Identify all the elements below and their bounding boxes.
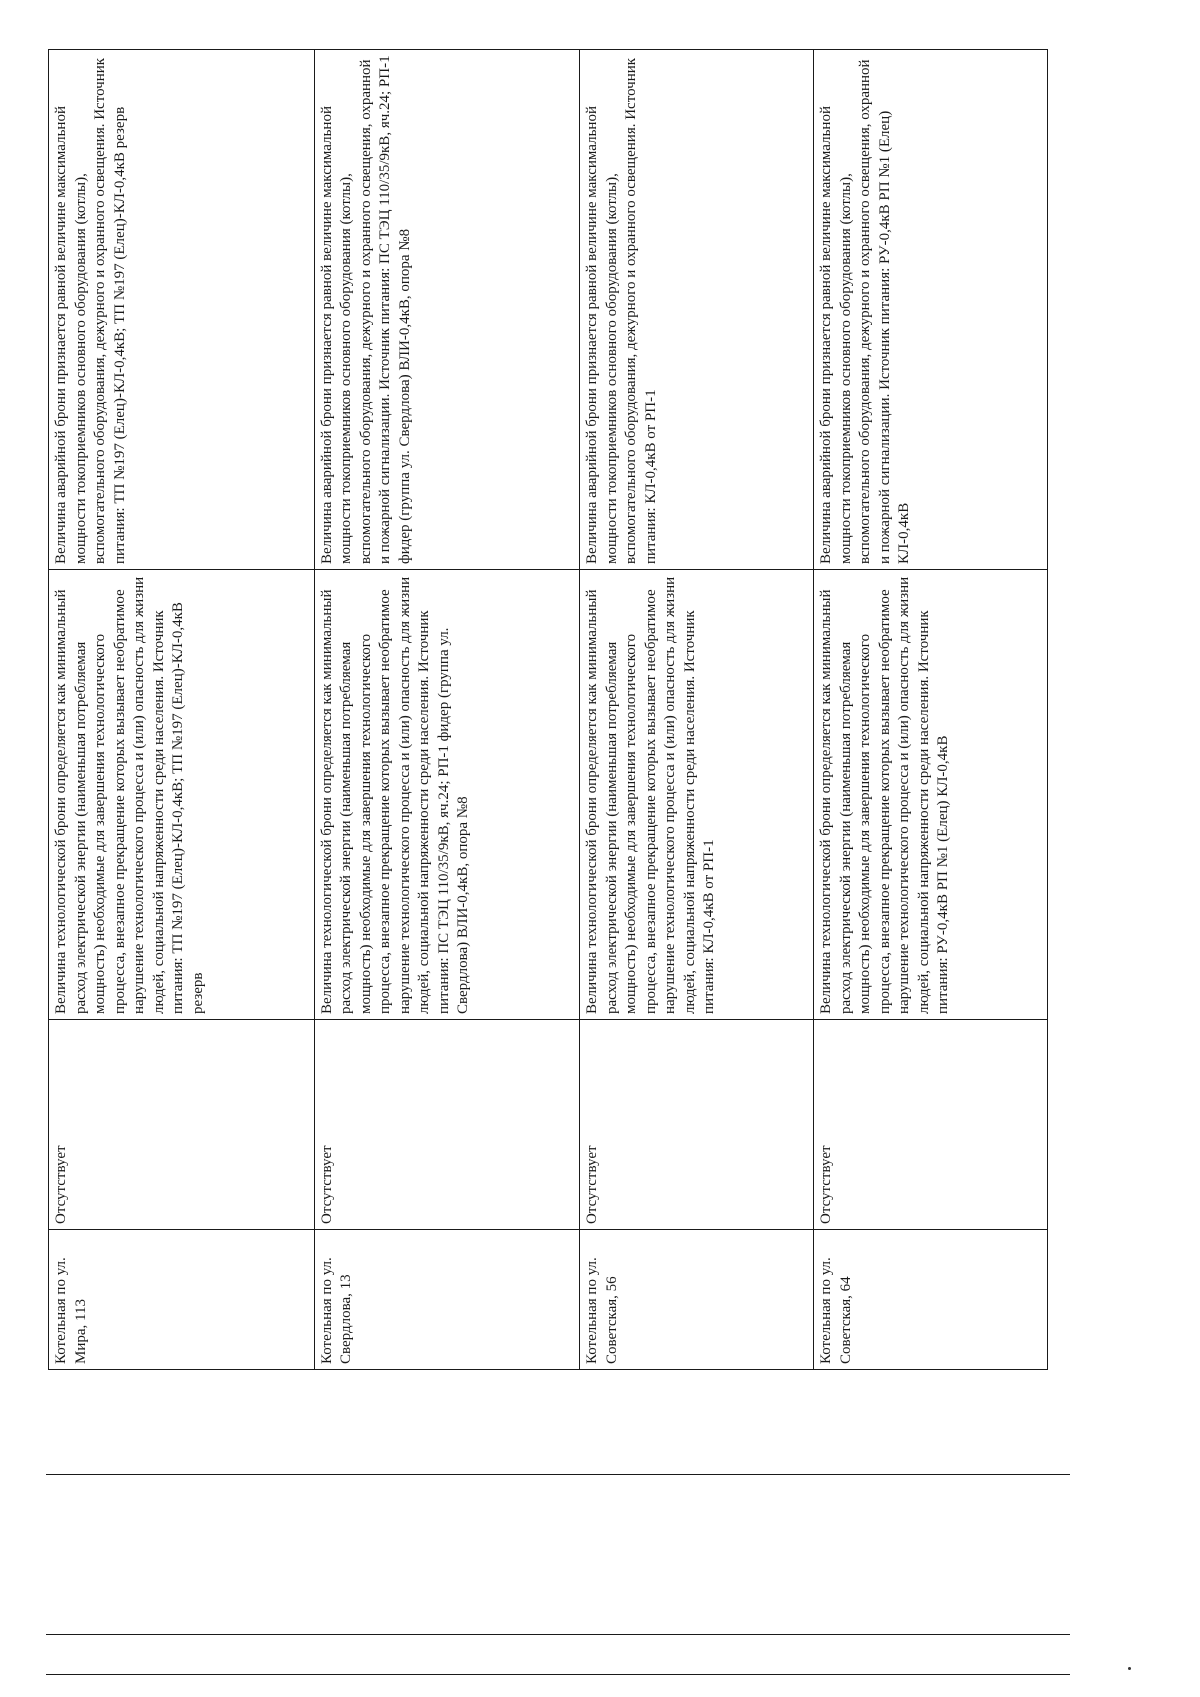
boiler-name-cell: Котельная по ул. Свердлова, 13 xyxy=(314,1230,580,1370)
emergency-reserve-cell: Величина аварийной брони признается равной величине максимальной мощности токоприемников основного оборудования (котлы), вспомогательного оборудования, дежурного и охранного освещения, охранной и пожарной сигнализации. Источник питания: ПС ТЭЦ 110/35/9кВ, яч.24; РП-1 фидер (группа ул. Свердлова) ВЛИ-0,4кВ, опора №8 xyxy=(314,50,580,570)
table-row xyxy=(814,50,1048,1370)
rotated-table-wrapper xyxy=(48,50,1048,1370)
boiler-name-cell: Котельная по ул. Мира, 113 xyxy=(49,1230,315,1370)
scan-speck xyxy=(1128,1667,1131,1670)
tech-reserve-cell: Величина технологической брони определяется как минимальный расход электрической энергии (наименьшая потребляемая мощность) необходимые для завершения технологического процесса, внезапное прекращение которых вызывает необратимое нарушение технологического процесса и (или) опасность для жизни людей, социальной напряженности среди населения. Источник питания: КЛ-0,4кВ от РП-1 xyxy=(580,570,814,1020)
boiler-reserve-table xyxy=(48,49,1048,1370)
emergency-reserve-cell: Величина аварийной брони признается равной величине максимальной мощности токоприемников основного оборудования (котлы), вспомогательного оборудования, дежурного и охранного освещения, охранной и пожарной сигнализации. Источник питания: РУ-0,4кВ РП №1 (Елец) КЛ-0,4кВ xyxy=(814,50,1048,570)
absent-cell: Отсутствует xyxy=(314,1020,580,1230)
boiler-name-cell: Котельная по ул. Советская, 56 xyxy=(580,1230,814,1370)
emergency-reserve-cell: Величина аварийной брони признается равной величине максимальной мощности токоприемников основного оборудования (котлы), вспомогательного оборудования, дежурного и охранного освещения. Источник питания: ТП №197 (Елец)-КЛ-0,4кВ; ТП №197 (Елец)-КЛ-0,4кВ резерв xyxy=(49,50,315,570)
table-row xyxy=(49,50,315,1370)
absent-cell: Отсутствует xyxy=(49,1020,315,1230)
tech-reserve-cell: Величина технологической брони определяется как минимальный расход электрической энергии (наименьшая потребляемая мощность) необходимые для завершения технологического процесса, внезапное прекращение которых вызывает необратимое нарушение технологического процесса и (или) опасность для жизни людей, социальной напряженности среди населения. Источник питания: ПС ТЭЦ 110/35/9кВ, яч.24; РП-1 фидер (группа ул. Свердлова) ВЛИ-0,4кВ, опора №8 xyxy=(314,570,580,1020)
emergency-reserve-cell: Величина аварийной брони признается равной величине максимальной мощности токоприемников основного оборудования (котлы), вспомогательного оборудования, дежурного и охранного освещения. Источник питания: КЛ-0,4кВ от РП-1 xyxy=(580,50,814,570)
separator-line xyxy=(46,1674,1070,1675)
table-row xyxy=(580,50,814,1370)
boiler-name-cell: Котельная по ул. Советская, 64 xyxy=(814,1230,1048,1370)
absent-cell: Отсутствует xyxy=(814,1020,1048,1230)
separator-line xyxy=(46,1634,1070,1635)
separator-line xyxy=(46,1474,1070,1475)
absent-cell: Отсутствует xyxy=(580,1020,814,1230)
table-row xyxy=(314,50,580,1370)
tech-reserve-cell: Величина технологической брони определяется как минимальный расход электрической энергии (наименьшая потребляемая мощность) необходимые для завершения технологического процесса, внезапное прекращение которых вызывает необратимое нарушение технологического процесса и (или) опасность для жизни людей, социальной напряженности среди населения. Источник питания: РУ-0,4кВ РП №1 (Елец) КЛ-0,4кВ xyxy=(814,570,1048,1020)
tech-reserve-cell: Величина технологической брони определяется как минимальный расход электрической энергии (наименьшая потребляемая мощность) необходимые для завершения технологического процесса, внезапное прекращение которых вызывает необратимое нарушение технологического процесса и (или) опасность для жизни людей, социальной напряженности среди населения. Источник питания: ТП №197 (Елец)-КЛ-0,4кВ; ТП №197 (Елец)-КЛ-0,4кВ резерв xyxy=(49,570,315,1020)
